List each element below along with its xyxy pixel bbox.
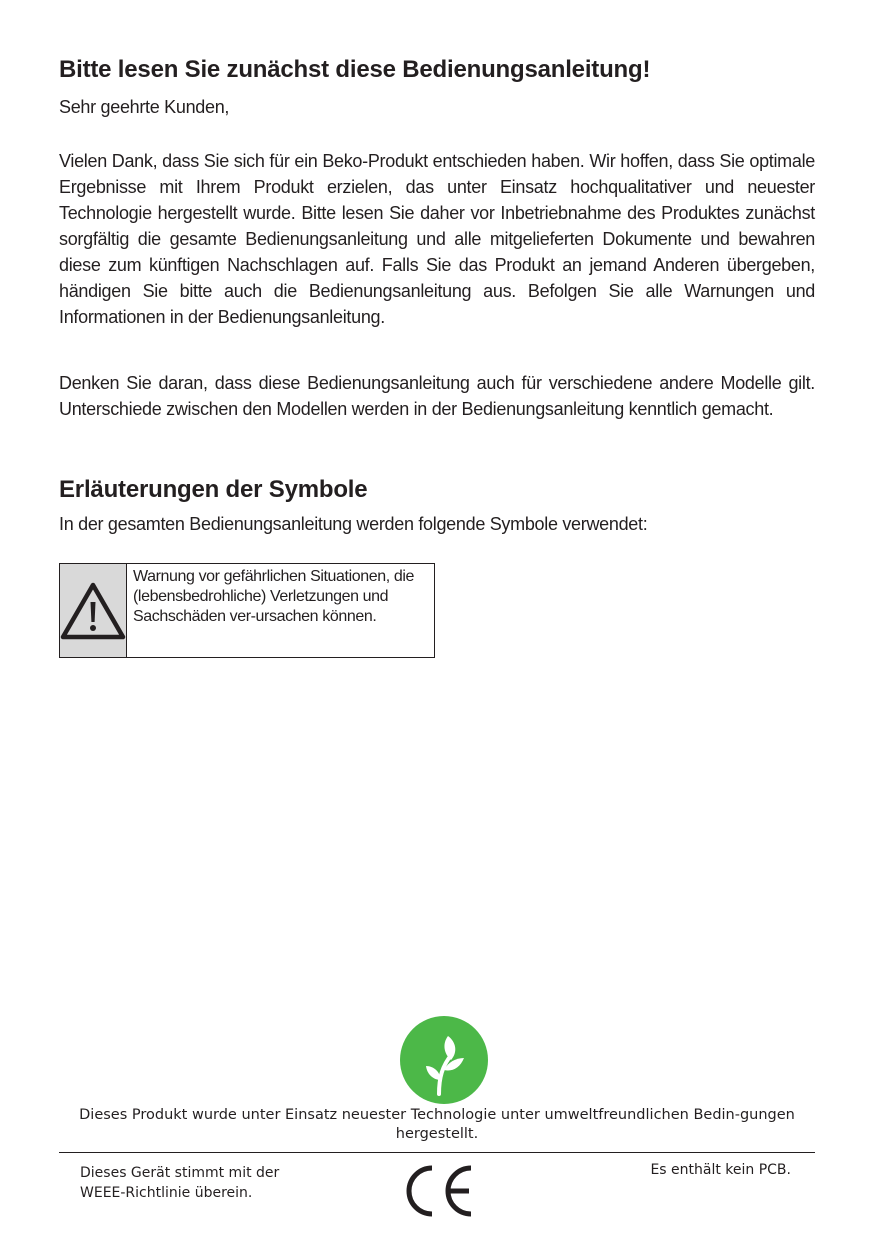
weee-compliance-text: [80, 1163, 300, 1203]
warning-triangle-icon: [60, 582, 126, 640]
ce-mark-icon: [398, 1162, 478, 1220]
symbol-legend-box: [59, 563, 435, 658]
leaf-icon: [400, 1016, 488, 1104]
pcb-free-text: Es enthält kein PCB.: [650, 1162, 791, 1178]
page-title: Bitte lesen Sie zunächst diese Bedienungsanleitung!: [59, 56, 651, 83]
models-note-paragraph: Denken Sie daran, dass diese Bedienungsanleitung auch für verschiedene andere Modelle gilt. Unterschiede zwischen den Modellen werden in der Bedienungsanleitung kenntlich gemacht.: [59, 373, 815, 419]
intro-paragraph: Vielen Dank, dass Sie sich für ein Beko-Produkt entschieden haben. Wir hoffen, dass Sie optimale Ergebnisse mit Ihrem Produkt erzielen, das unter Einsatz hochqualitativer und neuester Technologie hergestellt wurde. Bitte lesen Sie daher vor Inbetriebnahme des Produktes zunächst sorgfältig die gesamte Bedienungsanleitung und alle mitgelieferten Dokumente und bewahren diese zum künftigen Nachschlagen auf. Falls Sie das Produkt an jemand Anderen übergeben, händigen Sie bitte auch die Bedienungsanleitung aus. Befolgen Sie alle Warnungen und Informationen in der Bedienungsanleitung.: [59, 151, 815, 327]
symbols-intro-text: In der gesamten Bedienungsanleitung werden folgende Symbole verwendet:: [59, 514, 648, 534]
warning-symbol-description: Warnung vor gefährlichen Situationen, die (lebensbedrohliche) Verletzungen und Sachschäden ver-ursachen können.: [133, 568, 414, 625]
symbols-section-title: Erläuterungen der Symbole: [59, 476, 368, 503]
warning-symbol-cell: [60, 564, 127, 657]
greeting-text: Sehr geehrte Kunden,: [59, 97, 230, 117]
weee-text: Dieses Gerät stimmt mit der WEEE-Richtlinie überein.: [80, 1165, 280, 1201]
eco-production-text: Dieses Produkt wurde unter Einsatz neuester Technologie unter umweltfreundlichen Bedin-gungen hergestellt.: [79, 1107, 795, 1142]
footer-divider: [59, 1152, 815, 1153]
